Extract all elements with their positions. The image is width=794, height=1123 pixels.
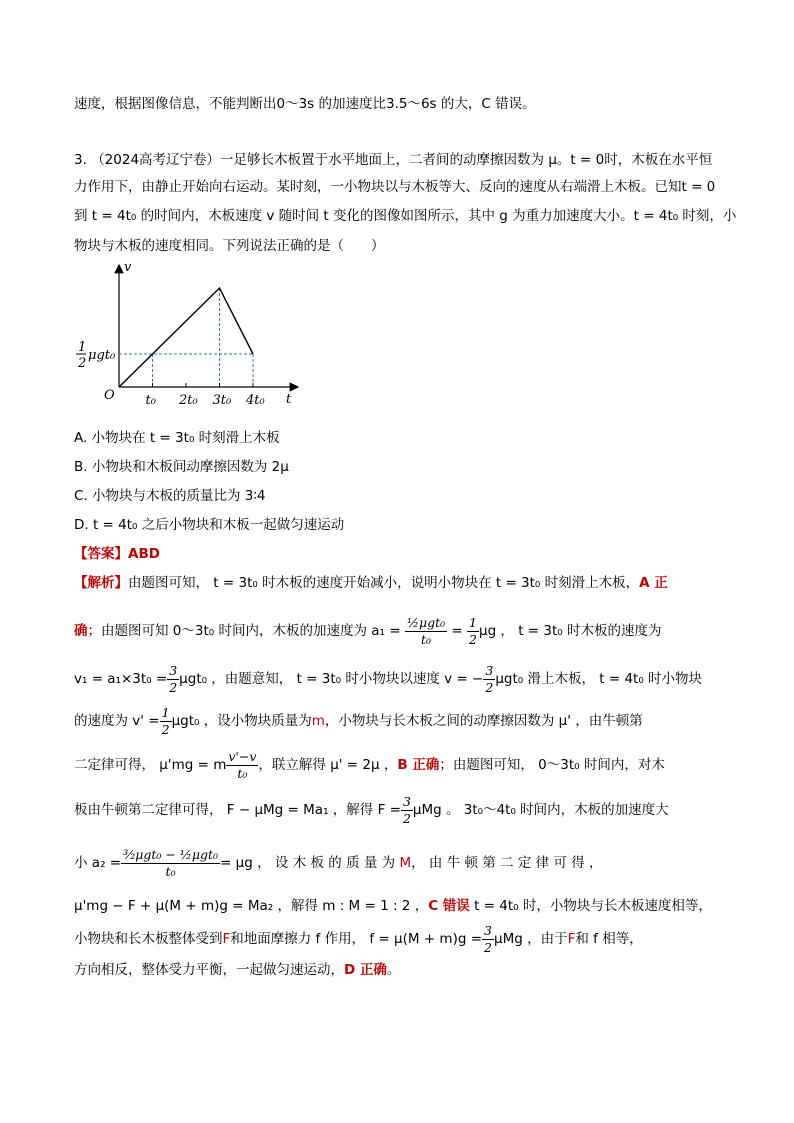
- analysis-text: ；由题图可知， 0～3t₀ 时间内，对木: [439, 757, 665, 773]
- frac-num: 3: [169, 662, 178, 678]
- fraction-a1: [405, 615, 447, 648]
- analysis-text: 方向相反，整体受力平衡，一起做匀速运动，: [74, 962, 344, 978]
- analysis-text: ， 由 牛 顿 第 二 定 律 可 得 ，: [411, 855, 603, 871]
- y-label-frac-num: 1: [78, 340, 87, 355]
- analysis-text: ，联立解得 μ' = 2μ ，: [258, 757, 398, 773]
- analysis-text: 二定律可得， μ'mg = m: [74, 757, 227, 773]
- var-m: m: [311, 713, 325, 729]
- y-axis-label: v: [124, 260, 132, 275]
- fraction-three-half: [483, 663, 495, 696]
- analysis-line-5: [74, 748, 665, 782]
- frac-num: 3: [485, 662, 494, 678]
- analysis-text: μg ， t = 3t₀ 时木板的速度为: [478, 623, 662, 639]
- y-label-rest: μgt₀: [88, 348, 116, 363]
- option-a[interactable]: A. 小物块在 t = 3t₀ 时刻滑上木板: [74, 430, 280, 446]
- fraction-three-half: [167, 663, 179, 696]
- fraction-a2: [121, 847, 220, 880]
- analysis-line-3: [74, 662, 702, 696]
- previous-answer-line: 速度，根据图像信息，不能判断出0～3s 的加速度比3.5～6s 的大，C 错误。: [74, 96, 536, 112]
- frac-num: ³⁄₂μgt₀ − ½μgt₀: [123, 846, 219, 862]
- fraction-three-half: [482, 923, 494, 956]
- x-tick-label: 2t₀: [179, 393, 198, 408]
- analysis-text: ；由题图可知 0～3t₀ 时间内，木板的加速度为 a₁ =: [87, 623, 401, 639]
- analysis-label: 【解析】: [74, 575, 128, 591]
- analysis-line-8: [74, 896, 712, 916]
- question-line-2: 力作用下，由静止开始向右运动。某时刻，一小物块以与木板等大、反向的速度从右端滑上木板。已知t = 0: [74, 179, 716, 195]
- frac-den: t₀: [165, 863, 176, 879]
- frac-den: 2: [484, 939, 492, 955]
- analysis-text: v₁ = a₁×3t₀ =: [74, 671, 168, 687]
- fraction-v: [226, 749, 258, 782]
- x-tick-label: 3t₀: [212, 393, 232, 408]
- answer-label: 【答案】: [74, 546, 128, 562]
- analysis-text: 。: [386, 962, 401, 978]
- frac-den: 2: [469, 631, 477, 647]
- question-source: （2024高考辽宁卷）: [91, 152, 221, 168]
- analysis-line-10: [74, 960, 400, 980]
- frac-num: 1: [161, 704, 170, 720]
- answer-value: ABD: [128, 546, 160, 562]
- fraction-half: [467, 615, 479, 648]
- answer-line: [74, 544, 160, 564]
- analysis-text: 和 f 相等，: [575, 931, 643, 947]
- frac-num: 3: [484, 922, 492, 938]
- fraction-three-half: [401, 794, 413, 827]
- analysis-text: 的速度为 v' =: [74, 713, 160, 729]
- analysis-text: 小 a₂ =: [74, 855, 122, 871]
- verdict-a: A 正: [639, 575, 668, 591]
- question-line-4: 物块与木板的速度相同。下列说法正确的是（ ）: [74, 238, 385, 254]
- analysis-text: μMg ，由于: [493, 931, 568, 947]
- y-label-frac-den: 2: [78, 356, 87, 371]
- var-M: M: [399, 855, 412, 871]
- analysis-text: = μg ， 设 木 板 的 质 量 为: [220, 855, 396, 871]
- frac-num: v'−v: [228, 748, 257, 764]
- analysis-text: μgt₀ 滑上木板， t = 4t₀ 时小物块: [495, 671, 703, 687]
- analysis-line-1: [74, 573, 668, 593]
- question-line-3: 到 t = 4t₀ 的时间内，木板速度 v 随时间 t 变化的图像如图所示，其中 g 为重力加速度大小。t = 4t₀ 时刻，小: [74, 208, 737, 224]
- velocity-line: [119, 288, 253, 387]
- analysis-text: 和地面摩擦力 f 作用， f = μ(M + m)g =: [230, 931, 483, 947]
- question-line-1: [74, 150, 712, 170]
- analysis-line-2: [74, 614, 662, 648]
- velocity-time-graph: [70, 255, 310, 415]
- frac-den: t₀: [237, 765, 248, 781]
- var-F: F: [567, 931, 576, 947]
- frac-num: ½μgt₀: [406, 614, 446, 630]
- analysis-line-6: [74, 793, 669, 827]
- analysis-text: t = 4t₀ 时，小物块与长木板速度相等，: [469, 898, 712, 914]
- analysis-text: 板由牛顿第二定律可得， F − μMg = Ma₁ ，解得 F =: [74, 802, 401, 818]
- analysis-text: 由题图可知， t = 3t₀ 时木板的速度开始减小，说明小物块在 t = 3t₀ 时刻滑上木板，: [128, 575, 640, 591]
- verdict-d: D 正确: [344, 962, 387, 978]
- frac-den: 2: [169, 679, 178, 695]
- question-number: 3.: [74, 152, 87, 168]
- analysis-text: μgt₀ ，由题意知， t = 3t₀ 时小物块以速度 v = −: [179, 671, 484, 687]
- analysis-text: ，小物块与长木板之间的动摩擦因数为 μ' ，由牛顿第: [324, 713, 643, 729]
- analysis-line-9: [74, 922, 643, 956]
- frac-num: 3: [402, 793, 411, 809]
- analysis-text: μgt₀ ，设小物块质量为: [171, 713, 312, 729]
- x-axis-label: t: [286, 392, 292, 407]
- option-b[interactable]: B. 小物块和木板间动摩擦因数为 2μ: [74, 459, 289, 475]
- var-F: F: [222, 931, 231, 947]
- x-tick-label: t₀: [145, 393, 156, 408]
- analysis-text: μ'mg − F + μ(M + m)g = Ma₂ ，解得 m : M = 1 : 2 ，: [74, 898, 429, 914]
- frac-den: 2: [161, 721, 170, 737]
- frac-num: 1: [469, 614, 477, 630]
- option-d[interactable]: D. t = 4t₀ 之后小物块和木板一起做匀速运动: [74, 517, 345, 533]
- verdict-a-cont: 确: [74, 623, 88, 639]
- frac-den: 2: [402, 810, 411, 826]
- origin-label: O: [104, 388, 115, 403]
- analysis-text: 小物块和长木板整体受到: [74, 931, 223, 947]
- analysis-text: μMg 。 3t₀～4t₀ 时间内，木板的加速度大: [412, 802, 669, 818]
- x-tick-label: 4t₀: [246, 393, 265, 408]
- y-marked-label: [76, 340, 116, 371]
- analysis-line-4: [74, 704, 643, 738]
- fraction-half: [160, 705, 172, 738]
- verdict-c: C 错误: [428, 898, 470, 914]
- frac-den: t₀: [420, 631, 431, 647]
- frac-den: 2: [485, 679, 494, 695]
- question-text-1: 一足够长木板置于水平地面上，二者间的动摩擦因数为 μ。t = 0时，木板在水平恒: [220, 152, 713, 168]
- option-c[interactable]: C. 小物块与木板的质量比为 3∶4: [74, 488, 266, 504]
- verdict-b: B 正确: [397, 757, 440, 773]
- analysis-line-7: [74, 843, 603, 883]
- analysis-text: =: [451, 623, 468, 639]
